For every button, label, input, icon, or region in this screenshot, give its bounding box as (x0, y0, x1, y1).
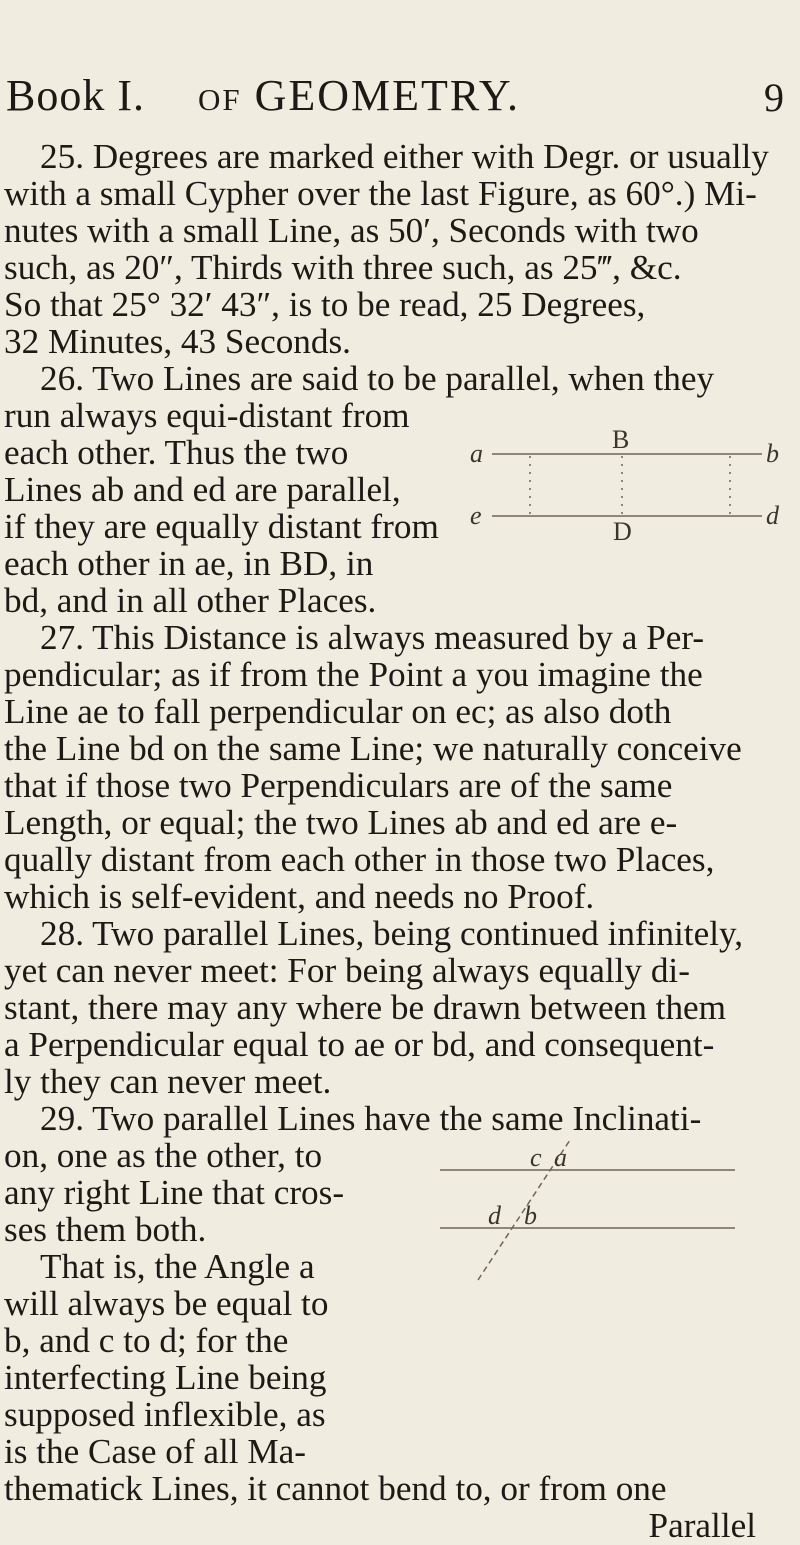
text-line: will always be equal to (4, 1284, 329, 1323)
label-D: D (613, 517, 632, 546)
catchword: Parallel (648, 1506, 756, 1545)
text-line: Length, or equal; the two Lines ab and ed are e- (4, 803, 678, 842)
parallel-lines-svg (470, 425, 780, 546)
text-line: on, one as the other, to (4, 1136, 323, 1175)
running-header (0, 70, 800, 130)
text-line: So that 25° 32′ 43″, is to be read, 25 Degrees, (4, 285, 646, 324)
text-line: 25. Degrees are marked either with Degr. or usually (40, 137, 769, 176)
text-line: ses them both. (4, 1210, 207, 1249)
text-line: such, as 20″, Thirds with three such, as 25‴, &c. (4, 248, 682, 287)
text-line: pendicular; as if from the Point a you imagine the (4, 655, 703, 694)
running-title: of GEOMETRY. (198, 71, 520, 120)
text-line: each other. Thus the two (4, 433, 349, 472)
text-line: the Line bd on the same Line; we naturally conceive (4, 729, 742, 768)
text-line: 26. Two Lines are said to be parallel, when they (40, 359, 715, 398)
text-line: with a small Cypher over the last Figure, as 60°.) Mi- (4, 174, 757, 213)
text-line: if they are equally distant from (4, 507, 439, 546)
text-line: qually distant from each other in those two Places, (4, 840, 715, 879)
book-number: Book I. (6, 71, 145, 120)
text-line: is the Case of all Ma- (4, 1432, 306, 1471)
text-line: bd, and in all other Places. (4, 581, 377, 620)
label-b: b (766, 439, 779, 468)
text-line: 29. Two parallel Lines have the same Inclinati- (40, 1099, 702, 1138)
text-line: which is self-evident, and needs no Proof. (4, 877, 595, 916)
text-line: stant, there may any where be drawn between them (4, 988, 727, 1027)
label-b: b (524, 1201, 537, 1230)
text-line: a Perpendicular equal to ae or bd, and consequent- (4, 1025, 715, 1064)
text-line: 27. This Distance is always measured by a Per- (40, 618, 705, 657)
text-line: That is, the Angle a (40, 1247, 315, 1286)
text-line: run always equi-distant from (4, 396, 410, 435)
text-line: supposed inflexible, as (4, 1395, 326, 1434)
label-a: a (470, 439, 483, 468)
text-line: that if those two Perpendiculars are of the same (4, 766, 673, 805)
label-d: d (488, 1201, 501, 1230)
text-line: 28. Two parallel Lines, being continued infinitely, (40, 914, 744, 953)
label-e: e (470, 501, 482, 530)
text-line: yet can never meet: For being always equally di- (4, 951, 690, 990)
text-line: each other in ae, in BD, in (4, 544, 374, 583)
transversal-figure (420, 1140, 750, 1285)
text-line: interfecting Line being (4, 1358, 327, 1397)
text-line: b, and c to d; for the (4, 1321, 289, 1360)
label-c: c (530, 1143, 542, 1172)
body-text (4, 138, 796, 1544)
text-line: Line ae to fall perpendicular on ec; as also doth (4, 692, 672, 731)
text-line: Lines ab and ed are parallel, (4, 470, 401, 509)
text-line: 32 Minutes, 43 Seconds. (4, 322, 351, 361)
parallel-lines-figure (470, 425, 780, 546)
label-B: B (612, 425, 630, 454)
page-number: 9 (764, 75, 784, 120)
label-a: a (554, 1143, 567, 1172)
label-d: d (766, 501, 779, 530)
text-line: ly they can never meet. (4, 1062, 332, 1101)
text-line: thematick Lines, it cannot bend to, or from one (4, 1469, 667, 1508)
text-line: nutes with a small Line, as 50′, Seconds with two (4, 211, 699, 250)
text-line: any right Line that cros- (4, 1173, 345, 1212)
transversal-svg (420, 1140, 750, 1280)
